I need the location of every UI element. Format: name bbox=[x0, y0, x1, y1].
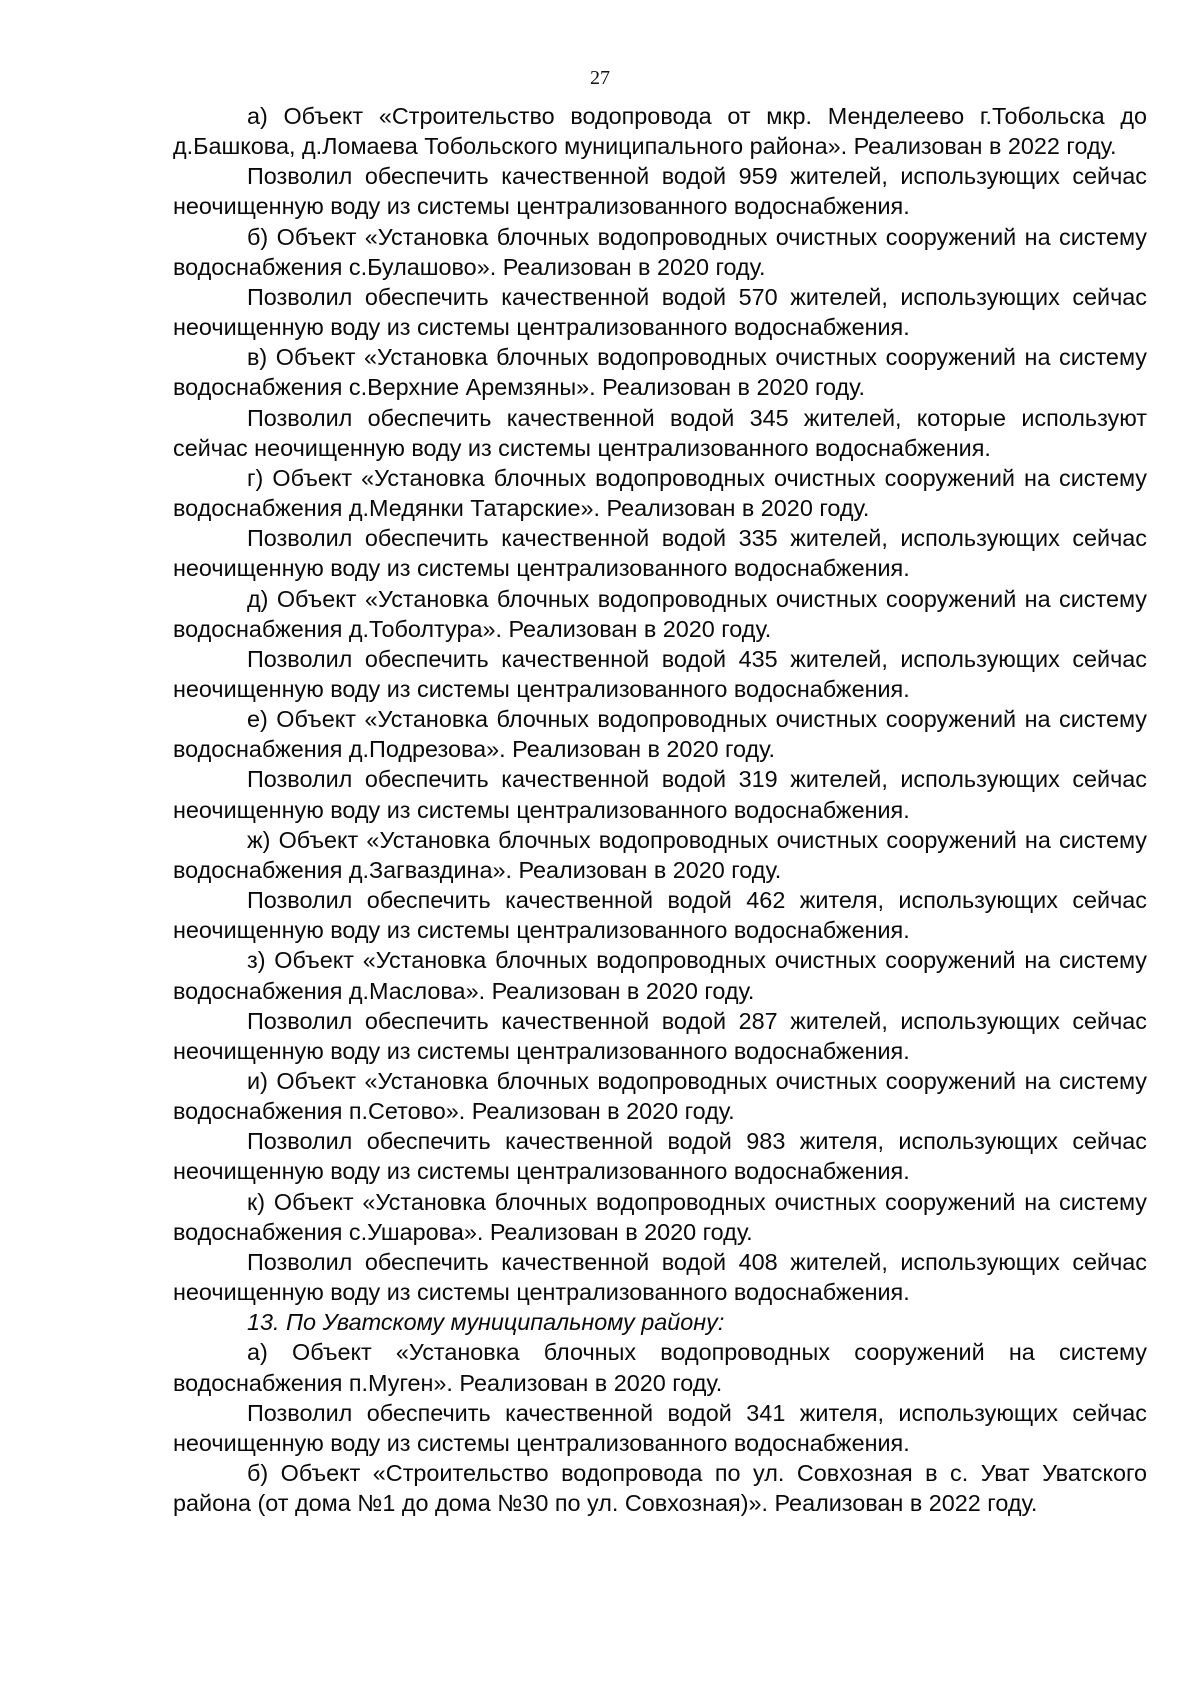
result-paragraph: Позволил обеспечить качественной водой 959 жителей, использующих сейчас неочищенную воду из системы централизованного водоснабжения. bbox=[173, 163, 1147, 220]
result-paragraph: Позволил обеспечить качественной водой 341 жителя, использующих сейчас неочищенную воду из системы централизованного водоснабжения. bbox=[173, 1399, 1147, 1456]
result-paragraph: Позволил обеспечить качественной водой 408 жителей, использующих сейчас неочищенную воду из системы централизованного водоснабжения. bbox=[173, 1248, 1147, 1306]
object-item-paragraph: б) Объект «Строительство водопровода по ул. Совхозная в с. Уват Уватского района (от дома №1 до дома №30 по ул. Совхозная)». Реализован в 2022 году. bbox=[173, 1460, 1147, 1517]
result-paragraph: Позволил обеспечить качественной водой 287 жителей, использующих сейчас неочищенную воду из системы централизованного водоснабжения. bbox=[173, 1007, 1147, 1064]
object-item-paragraph: и) Объект «Установка блочных водопроводных очистных сооружений на систему водоснабжения п.Сетово». Реализован в 2020 году. bbox=[173, 1068, 1147, 1125]
object-item-paragraph: г) Объект «Установка блочных водопроводных очистных сооружений на систему водоснабжения д.Медянки Татарские». Реализован в 2020 году. bbox=[173, 464, 1147, 522]
object-item-paragraph: ж) Объект «Установка блочных водопроводных очистных сооружений на систему водоснабжения д.Загваздина». Реализован в 2020 году. bbox=[173, 826, 1147, 883]
object-item-paragraph: д) Объект «Установка блочных водопроводных очистных сооружений на систему водоснабжения д.Тоболтура». Реализован в 2020 году. bbox=[173, 585, 1147, 642]
result-paragraph: Позволил обеспечить качественной водой 570 жителей, использующих сейчас неочищенную воду из системы централизованного водоснабжения. bbox=[173, 283, 1147, 341]
result-paragraph: Позволил обеспечить качественной водой 345 жителей, которые используют сейчас неочищенную воду из системы централизованного водоснабжения. bbox=[173, 404, 1147, 461]
object-item-paragraph: з) Объект «Установка блочных водопроводных очистных сооружений на систему водоснабжения д.Маслова». Реализован в 2020 году. bbox=[173, 947, 1147, 1004]
object-item-paragraph: б) Объект «Установка блочных водопроводных очистных сооружений на систему водоснабжения с.Булашово». Реализован в 2020 году. bbox=[173, 223, 1147, 280]
result-paragraph: Позволил обеспечить качественной водой 319 жителей, использующих сейчас неочищенную воду из системы централизованного водоснабжения. bbox=[173, 766, 1147, 823]
object-item-paragraph: а) Объект «Строительство водопровода от мкр. Менделеево г.Тобольска до д.Башкова, д.Ломаева Тобольского муниципального района». Реализован в 2022 году. bbox=[173, 103, 1147, 160]
document-body bbox=[173, 101, 1147, 1518]
section-heading: 13. По Уватскому муниципальному району: bbox=[247, 1309, 725, 1336]
object-item-paragraph: а) Объект «Установка блочных водопроводных сооружений на систему водоснабжения п.Муген». Реализован в 2020 году. bbox=[173, 1339, 1147, 1396]
result-paragraph: Позволил обеспечить качественной водой 462 жителя, использующих сейчас неочищенную воду из системы централизованного водоснабжения. bbox=[173, 887, 1147, 944]
result-paragraph: Позволил обеспечить качественной водой 435 жителей, использующих сейчас неочищенную воду из системы централизованного водоснабжения. bbox=[173, 645, 1147, 702]
object-item-paragraph: в) Объект «Установка блочных водопроводных очистных сооружений на систему водоснабжения с.Верхние Аремзяны». Реализован в 2020 году. bbox=[173, 344, 1147, 401]
object-item-paragraph: е) Объект «Установка блочных водопроводных очистных сооружений на систему водоснабжения д.Подрезова». Реализован в 2020 году. bbox=[173, 706, 1147, 763]
result-paragraph: Позволил обеспечить качественной водой 983 жителя, использующих сейчас неочищенную воду из системы централизованного водоснабжения. bbox=[173, 1128, 1147, 1185]
result-paragraph: Позволил обеспечить качественной водой 335 жителей, использующих сейчас неочищенную воду из системы централизованного водоснабжения. bbox=[173, 525, 1147, 582]
object-item-paragraph: к) Объект «Установка блочных водопроводных очистных сооружений на систему водоснабжения с.Ушарова». Реализован в 2020 году. bbox=[173, 1188, 1147, 1245]
page-number: 27 bbox=[590, 67, 610, 89]
